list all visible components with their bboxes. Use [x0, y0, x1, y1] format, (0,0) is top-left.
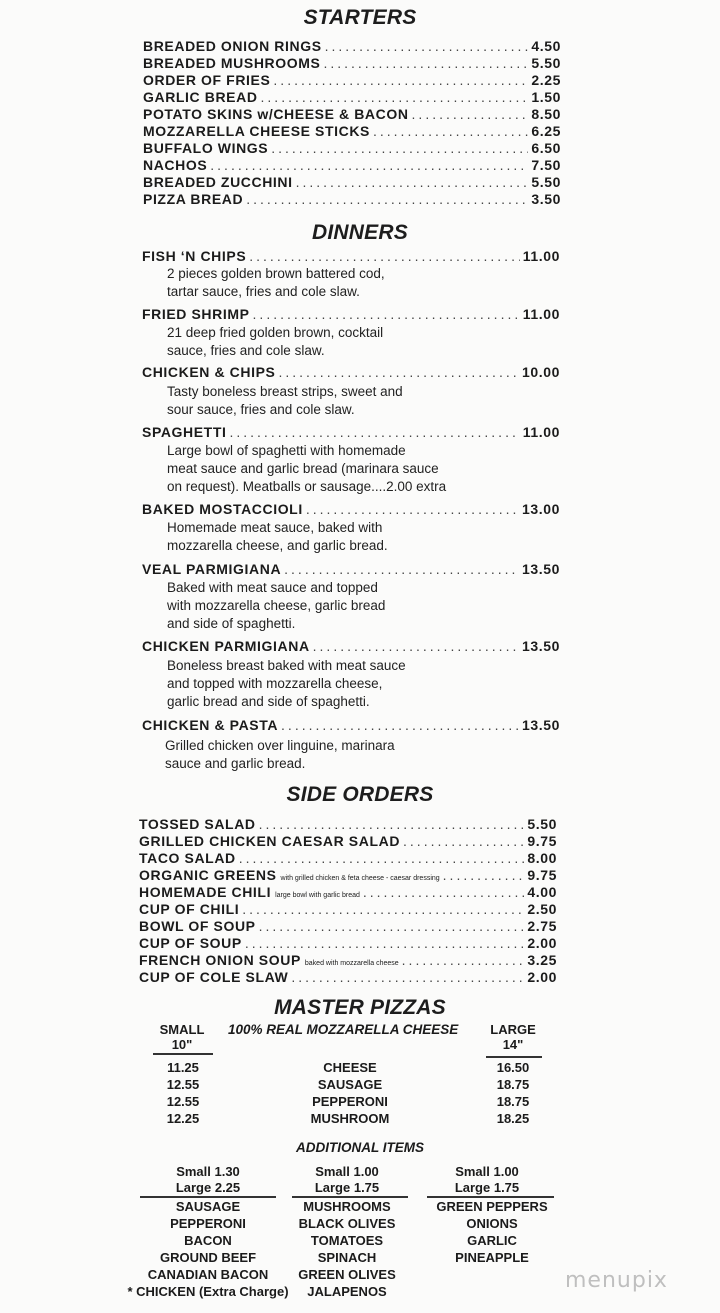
topping-price-small: Small 1.00	[315, 1164, 379, 1179]
item-price: 11.00	[522, 306, 560, 322]
pizza-name: PEPPERONI	[312, 1094, 388, 1109]
item-description: mozzarella cheese, and garlic bread.	[167, 538, 388, 553]
small-price: 12.55	[166, 1077, 200, 1092]
menupix-watermark: menupix	[565, 1268, 668, 1293]
menu-item	[139, 850, 557, 867]
menu-item	[143, 140, 561, 157]
item-price: 2.00	[527, 969, 557, 985]
menu-item	[139, 969, 557, 986]
large-price: 18.25	[496, 1111, 530, 1126]
topping-item: PEPPERONI	[170, 1216, 246, 1231]
item-name: TOSSED SALAD	[139, 816, 256, 832]
item-note: baked with mozzarella cheese	[304, 960, 399, 967]
menu-item	[143, 123, 561, 140]
item-description: Large bowl of spaghetti with homemade	[167, 443, 406, 458]
large-price: 18.75	[496, 1094, 530, 1109]
item-price: 4.50	[531, 38, 561, 54]
topping-item: SAUSAGE	[175, 1199, 241, 1214]
item-description: meat sauce and garlic bread (marinara sauce	[167, 461, 439, 476]
item-name: GARLIC BREAD	[143, 89, 258, 105]
item-name: FRIED SHRIMP	[142, 306, 250, 322]
item-name: CUP OF COLE SLAW	[139, 969, 289, 985]
item-name: SPAGHETTI	[142, 424, 227, 440]
item-name: TACO SALAD	[139, 850, 236, 866]
item-description: Homemade meat sauce, baked with	[167, 520, 383, 535]
item-name: ORDER OF FRIES	[143, 72, 271, 88]
item-note: large bowl with garlic bread	[275, 892, 360, 899]
item-description: garlic bread and side of spaghetti.	[167, 694, 370, 709]
item-description: sour sauce, fries and cole slaw.	[167, 402, 355, 417]
menu-item	[142, 638, 560, 655]
topping-item: BLACK OLIVES	[298, 1216, 396, 1231]
menu-item	[142, 424, 560, 441]
item-price: 13.50	[521, 638, 560, 654]
topping-price-small: Small 1.30	[176, 1164, 240, 1179]
item-price: 5.50	[531, 174, 561, 190]
starters-heading: STARTERS	[303, 6, 417, 29]
master-pizzas-heading: MASTER PIZZAS	[274, 996, 446, 1019]
divider	[486, 1056, 542, 1058]
item-name: FISH ‘N CHIPS	[142, 248, 247, 264]
menu-item	[143, 38, 561, 55]
item-price: 6.50	[531, 140, 561, 156]
menu-item	[143, 174, 561, 191]
menu-item	[142, 561, 560, 578]
menu-item	[143, 157, 561, 174]
item-name: BREADED MUSHROOMS	[143, 55, 321, 71]
item-name: NACHOS	[143, 157, 208, 173]
item-description: with mozzarella cheese, garlic bread	[167, 598, 386, 613]
topping-item: GREEN PEPPERS	[436, 1199, 548, 1214]
pizza-name: SAUSAGE	[317, 1077, 383, 1092]
item-price: 1.50	[531, 89, 561, 105]
item-description: and topped with mozzarella cheese,	[167, 676, 383, 691]
item-name: VEAL PARMIGIANA	[142, 561, 282, 577]
pizza-name: MUSHROOM	[310, 1111, 390, 1126]
topping-item: PINEAPPLE	[455, 1250, 529, 1265]
small-size-label: SMALL	[159, 1022, 205, 1037]
item-name: BUFFALO WINGS	[143, 140, 269, 156]
item-price: 2.50	[527, 901, 557, 917]
small-price: 12.55	[166, 1094, 200, 1109]
item-name: GRILLED CHICKEN CAESAR SALAD	[139, 833, 401, 849]
item-price: 11.00	[522, 424, 560, 440]
dinners-heading: DINNERS	[312, 221, 408, 244]
item-description: sauce, fries and cole slaw.	[167, 343, 325, 358]
side-orders-heading: SIDE ORDERS	[286, 783, 434, 806]
item-price: 9.75	[527, 867, 557, 883]
topping-price-small: Small 1.00	[455, 1164, 519, 1179]
large-price: 18.75	[496, 1077, 530, 1092]
item-price: 3.50	[531, 191, 561, 207]
item-price: 8.50	[531, 106, 561, 122]
topping-item: GROUND BEEF	[159, 1250, 257, 1265]
item-name: BREADED ZUCCHINI	[143, 174, 293, 190]
menu-item	[143, 191, 561, 208]
menu-item	[142, 364, 560, 381]
item-name: BOWL OF SOUP	[139, 918, 256, 934]
topping-item: ONIONS	[466, 1216, 518, 1231]
item-name: FRENCH ONION SOUP	[139, 952, 301, 968]
item-description: on request). Meatballs or sausage....2.00 extra	[167, 479, 447, 494]
menu-item	[143, 106, 561, 123]
item-description: 2 pieces golden brown battered cod,	[167, 266, 385, 281]
item-name: CUP OF SOUP	[139, 935, 242, 951]
topping-item: CANADIAN BACON	[147, 1267, 269, 1282]
topping-item: GREEN OLIVES	[298, 1267, 396, 1282]
item-description: tartar sauce, fries and cole slaw.	[167, 284, 360, 299]
large-size-label: LARGE	[490, 1022, 536, 1037]
menu-item	[139, 918, 557, 935]
large-price: 16.50	[496, 1060, 530, 1075]
item-description: Grilled chicken over linguine, marinara	[165, 738, 395, 753]
menu-item	[139, 816, 557, 833]
pizza-subtitle: 100% REAL MOZZARELLA CHEESE	[228, 1022, 459, 1037]
item-price: 11.00	[522, 248, 560, 264]
item-price: 6.25	[531, 123, 561, 139]
item-name: BREADED ONION RINGS	[143, 38, 322, 54]
item-name: MOZZARELLA CHEESE STICKS	[143, 123, 370, 139]
item-price: 9.75	[527, 833, 557, 849]
item-price: 5.50	[531, 55, 561, 71]
menu-item	[142, 306, 560, 323]
item-price: 2.25	[531, 72, 561, 88]
item-description: 21 deep fried golden brown, cocktail	[167, 325, 384, 340]
item-description: Tasty boneless breast strips, sweet and	[167, 384, 403, 399]
small-size-inches: 10"	[171, 1037, 193, 1052]
item-name: CHICKEN & PASTA	[142, 717, 279, 733]
topping-item: MUSHROOMS	[303, 1199, 391, 1214]
topping-item: TOMATOES	[310, 1233, 384, 1248]
small-price: 11.25	[167, 1060, 199, 1075]
large-size-inches: 14"	[502, 1037, 524, 1052]
menu-item	[143, 55, 561, 72]
item-description: Baked with meat sauce and topped	[167, 580, 378, 595]
item-name: CUP OF CHILI	[139, 901, 240, 917]
item-name: HOMEMADE CHILI	[139, 884, 272, 900]
item-description: and side of spaghetti.	[167, 616, 296, 631]
menu-item	[143, 72, 561, 89]
item-name: BAKED MOSTACCIOLI	[142, 501, 303, 517]
item-note: with grilled chicken & feta cheese - caesar dressing	[280, 875, 440, 882]
item-price: 4.00	[527, 884, 557, 900]
item-price: 3.25	[527, 952, 557, 968]
menu-item	[139, 935, 557, 952]
item-name: CHICKEN & CHIPS	[142, 364, 276, 380]
topping-price-large: Large 1.75	[314, 1180, 380, 1195]
item-description: sauce and garlic bread.	[165, 756, 306, 771]
topping-price-large: Large 2.25	[175, 1180, 241, 1195]
topping-item: SPINACH	[317, 1250, 377, 1265]
item-price: 8.00	[527, 850, 557, 866]
item-price: 2.00	[527, 935, 557, 951]
topping-item: GARLIC	[467, 1233, 517, 1248]
menu-item	[142, 501, 560, 518]
item-price: 13.50	[521, 717, 560, 733]
item-description: Boneless breast baked with meat sauce	[167, 658, 406, 673]
item-price: 10.00	[521, 364, 560, 380]
menu-item	[142, 717, 560, 734]
small-price: 12.25	[166, 1111, 200, 1126]
menu-item	[142, 248, 560, 265]
menu-item	[143, 89, 561, 106]
item-name: CHICKEN PARMIGIANA	[142, 638, 310, 654]
item-price: 5.50	[527, 816, 557, 832]
pizza-name: CHEESE	[323, 1060, 377, 1075]
topping-price-large: Large 1.75	[454, 1180, 520, 1195]
additional-items-heading: ADDITIONAL ITEMS	[296, 1140, 424, 1155]
item-price: 13.50	[521, 561, 560, 577]
menu-item	[139, 901, 557, 918]
menu-item	[139, 833, 557, 850]
topping-item: BACON	[184, 1233, 232, 1248]
item-price: 2.75	[527, 918, 557, 934]
item-price: 13.00	[521, 501, 560, 517]
divider	[153, 1053, 213, 1055]
item-price: 7.50	[531, 157, 561, 173]
item-name: POTATO SKINS w/CHEESE & BACON	[143, 106, 409, 122]
item-name: ORGANIC GREENS	[139, 867, 277, 883]
topping-item: * CHICKEN (Extra Charge)	[127, 1284, 289, 1299]
topping-item: JALAPENOS	[307, 1284, 387, 1299]
item-name: PIZZA BREAD	[143, 191, 244, 207]
